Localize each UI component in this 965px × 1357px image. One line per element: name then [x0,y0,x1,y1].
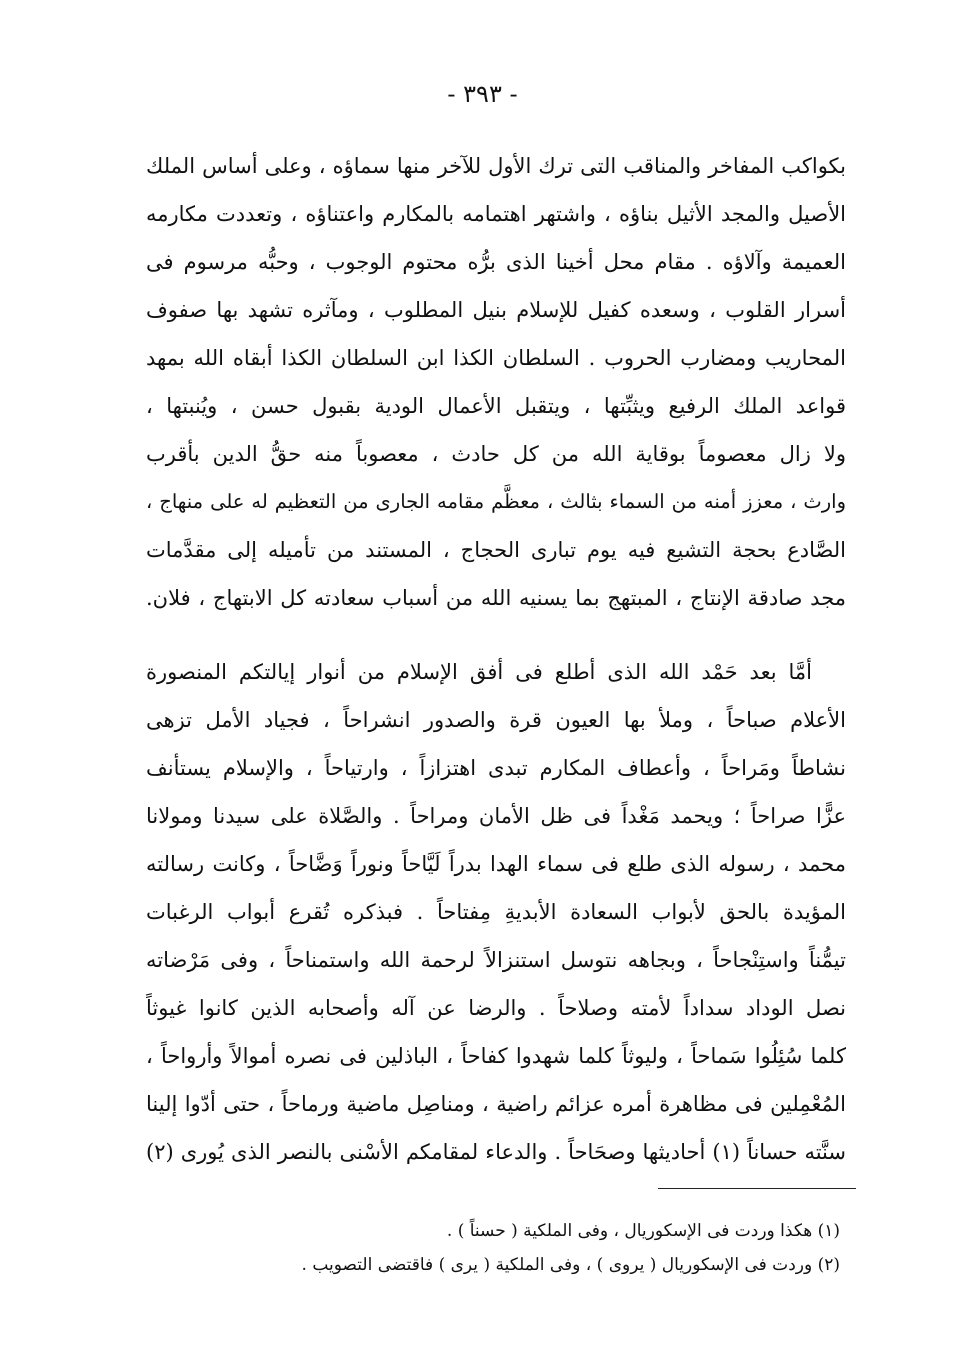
text-line: الأعلام صباحاً ، وملأ بها العيون قرة والصدور انشراحاً ، فجياد الأمل تزهى [146,708,846,732]
text-line: تيمُّناً واستِنْجاحاً ، وبجاهه نتوسل استنزالاً لرحمة الله واستمناحاً ، وفى مَرْضاته [146,948,846,972]
text-line: الصَّادع بحجة التشيع فيه يوم تبارى الحجاج ، المستند من تأميله إلى مقدَّمات [146,538,846,562]
paragraph-2 [146,648,846,1176]
text-line: بكواكب المفاخر والمناقب التى ترك الأول للآخر منها سماؤه ، وعلى أساس الملك [146,154,846,178]
text-line: محمد ، رسوله الذى طلع فى سماء الهدا بدراً لَيَّاحاً ونوراً وَضَّاحاً ، وكانت رسالته [146,852,846,876]
text-line: مجد صادقة الإنتاج ، المبتهج بما يسنيه الله من أسباب سعادته كل الابتهاج ، فلان. [146,586,846,610]
footnotes [250,1214,840,1282]
text-line: المؤيدة بالحق لأبواب السعادة الأبديةِ مِفتاحاً . فبذكره تُقرع أبواب الرغبات [146,900,846,924]
text-line: نصل الوداد سداداً لأمته وصلاحاً . والرضا عن آله وأصحابه الذين كانوا غيوثاً [146,996,846,1020]
text-line: كلما سُئِلُوا سَماحاً ، وليوثاً كلما شهدوا كفاحاً ، الباذلين فى نصره أموالاً وأرواحاً ، [146,1044,846,1068]
footnote-separator [658,1188,856,1189]
text-line: سنَّته حساناً (١) أحاديثها وصحَاحاً . والدعاء لمقامكم الأسْنى بالنصر الذى يُورى (٢) [146,1140,846,1164]
text-line: عزًّا صراحاً ؛ ويحمد مَغْداً فى ظل الأمان ومراحاً . والصَّلاة على سيدنا ومولانا [146,804,846,828]
text-line: الأصيل والمجد الأثيل بناؤه ، واشتهر اهتمامه بالمكارم واعتناؤه ، وتعددت مكارمه [146,202,846,226]
text-line: ولا زال معصوماً بوقاية الله من كل حادث ، معصوباً منه حقُّ الدين بأقرب [146,442,846,466]
text-line: نشاطاً ومَراحاً ، وأعطاف المكارم تبدى اهتزازاً ، وارتياحاً ، والإسلام يستأنف [146,756,846,780]
text-line: المحاريب ومضارب الحروب . السلطان الكذا ابن السلطان الكذا أبقاه الله بمهد [146,346,846,370]
text-line: المُعْمِلين فى مظاهرة أمره عزائم راضية ، ومناصِل ماضية ورماحاً ، حتى أدّوا إلينا [146,1092,846,1116]
text-line: قواعد الملك الرفيع ويثبِّتها ، ويتقبل الأعمال الودية بقبول حسن ، ويُنبتها ، [146,394,846,418]
paragraph-1 [146,142,846,622]
text-line: العميمة وآلاؤه . مقام محل أخينا الذى برُّه محتوم الوجوب ، وحبُّه مرسوم فى [146,250,846,274]
text-line: وارث ، معزز أمنه من السماء بثالث ، معظَّم مقامه الجارى من التعظيم له على منهاج ، [146,490,846,513]
text-line: أمَّا بعد حَمْد الله الذى أطلع فى أفق الإسلام من أنوار إيالتكم المنصورة [146,660,812,684]
footnote-2: (٢) وردت فى الإسكوريال ( يروى ) ، وفى الملكية ( يرى ) فاقتضى التصويب . [301,1255,840,1275]
page-number: - ٣٩٣ - [447,80,518,108]
footnote-1: (١) هكذا وردت فى الإسكوريال ، وفى الملكية ( حسناً ) . [446,1221,840,1241]
text-line: أسرار القلوب ، وسعده كفيل للإسلام بنيل المطلوب ، ومآثره تشهد بها صفوف [146,298,846,322]
